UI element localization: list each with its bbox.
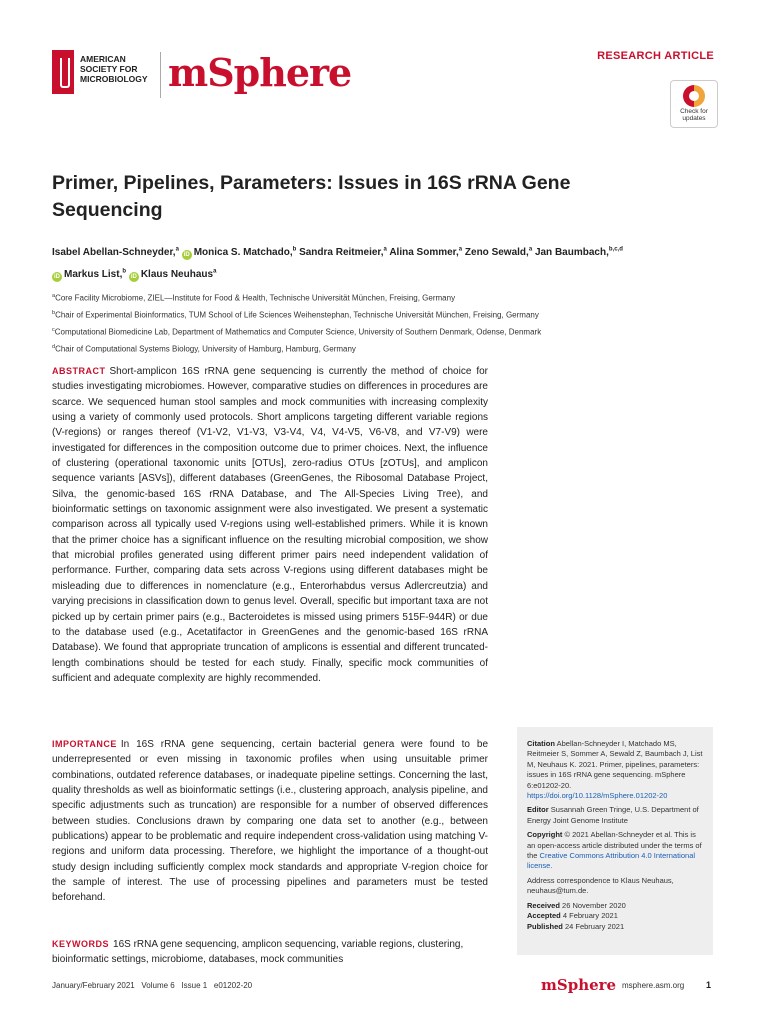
published-line (527, 922, 703, 932)
editor-label: Editor (527, 805, 549, 815)
asm-flask-icon (52, 50, 74, 94)
received-date: 26 November 2020 (562, 900, 626, 910)
journal-url[interactable]: msphere.asm.org (622, 981, 685, 990)
affiliation: $^a$Core Facility Microbiome, ZIEL—Institute for Food & Health, Technische Universität München, Freising, Germany (52, 293, 456, 303)
importance-heading: IMPORTANCE (52, 739, 117, 749)
crossmark-icon (683, 85, 705, 107)
published-label: Published (527, 921, 563, 931)
article-info-sidebar (517, 727, 713, 955)
author-name: Alina Sommer,$^a$ (389, 247, 463, 259)
citation-label: Citation (527, 739, 555, 748)
affiliation: $^d$Chair of Computational Systems Biology, University of Hamburg, Hamburg, Germany (52, 344, 356, 355)
citation-text: Abellan-Schneyder I, Matchado MS, Reitmeier S, Sommer A, Sewald Z, Baumbach J, List M, Neuhaus K. 2021. Primer, pipelines, parameters: issues in 16S rRNA gene sequencing. mSphere 6:e01202-20. (527, 739, 703, 790)
msphere-logo[interactable]: mSphere (168, 50, 352, 95)
footer-msphere-logo[interactable]: mSphere (541, 976, 617, 994)
abstract-heading: ABSTRACT (52, 366, 106, 376)
received-label: Received (527, 900, 560, 910)
orcid-icon[interactable]: iD (54, 273, 60, 280)
issue-info: January/February 2021 Volume 6 Issue 1 e01202-20 (52, 981, 253, 990)
keywords-heading: KEYWORDS (52, 939, 110, 949)
author-name: iD Markus List,$^b$ (54, 268, 127, 280)
check-for-updates-badge[interactable] (670, 80, 718, 128)
importance-section (52, 737, 488, 906)
keywords-section (52, 937, 488, 968)
author-name: iD Klaus Neuhaus$^a$ (130, 268, 217, 280)
author-name: Sandra Reitmeier,$^a$ (299, 247, 387, 259)
asm-logo-text: AMERICAN SOCIETY FOR MICROBIOLOGY (80, 54, 148, 84)
affiliation: $^c$Computational Biomedicine Lab, Department of Mathematics and Computer Science, University of Southern Denmark, Odense, Denmark (52, 327, 542, 337)
accepted-label: Accepted (527, 911, 561, 921)
license-link[interactable]: Creative Commons Attribution 4.0 International license. (527, 851, 696, 871)
author-name: Jan Baumbach,$^{b,c,d}$ (534, 247, 623, 259)
doi-link[interactable]: https://doi.org/10.1128/mSphere.01202-20 (527, 791, 668, 801)
copyright-text: © 2021 Abellan-Schneyder et al. This is an open-access article distributed under the terms of the (527, 830, 702, 861)
abstract-section (52, 364, 488, 686)
article-title: Primer, Pipelines, Parameters: Issues in 16S rRNA Gene Sequencing (52, 172, 571, 221)
orcid-icon[interactable]: iD (130, 273, 137, 280)
editor-text: Susannah Green Tringe, U.S. Department of Energy Joint Genome Institute (527, 805, 699, 825)
accepted-date: 4 February 2021 (562, 911, 618, 921)
author-name: iD Monica S. Matchado,$^b$ (183, 247, 297, 259)
importance-text: In 16S rRNA gene sequencing, certain bacterial genera were found to be underrepresented or even missing in taxonomic profiles when using unsuitable primer combinations, outdated reference databases, or inadequate pipeline settings. Concerning the last, quality thresholds as well as bioinformatic settings (i.e., clustering approach, analysis pipeline, and specific adjustments such as truncation) are responsible for a number of observed differences between studies. Conclusions drawn by comparing one data set to another (e.g., between publications) appear to be problematic and require independent cross-validation using matching V-regions and uniform data processing. Therefore, we highlight the importance of a thought-out study design including sufficiently complex mock standards and appropriate V-region choice for the sample of interest. The use of processing pipelines and parameters must be tested beforehand. (52, 739, 488, 904)
copyright-block (527, 830, 703, 872)
author-name: Isabel Abellan-Schneyder,$^a$ (52, 247, 179, 259)
logo-divider (160, 52, 161, 98)
abstract-text: Short-amplicon 16S rRNA gene sequencing is currently the method of choice for studies investigating microbiomes. However, comparative studies on differences in procedures are scarce. We sequenced human stool samples and mock communities with increasing complexity using a variety of commonly used protocols. Short amplicons targeting different variable regions (V-regions) or ranges thereof (V1-V2, V1-V3, V3-V4, V4, V4-V5, V6-V8, and V7-V9) were investigated for differences in the composition outcome due to primer choices. Next, the influence of clustering (operational taxonomic units [OTUs], zero-radius OTUs [zOTUs], and amplicon sequence variants [ASVs]), different databases (GreenGenes, the Ribosomal Database Project, Silva, the genomic-based 16S rRNA Database, and The All-Species Living Tree), and bioinformatic settings on taxonomic assignment were also investigated. We present a systematic comparison across all typically used V-regions using well-established primers. While it is known that the primer choice has a significant influence on the resulting microbial composition, we show that microbial profiles generated using different primer pairs need independent validation of performance. Further, comparing data sets across V-regions using different databases might be misleading due to differences in nomenclature (e.g., Enterorhabdus versus Adlercreutzia) and varying precisions in classification down to genus level. Overall, specific but important taxa are not picked up by certain primer pairs (e.g., Bacteroidetes is missed using primers 515F-944R) or due to the database used (e.g., Acetatifactor in GreenGenes and the genomic-based 16S rRNA Database). We found that appropriate truncation of amplicons is essential and different truncated-length combinations should be tested for each study. Finally, specific mock communities of sufficient and adequate complexity are highly recommended. (52, 366, 488, 684)
asm-logo (52, 50, 156, 100)
orcid-icon[interactable]: iD (183, 252, 190, 259)
affiliation-list (52, 289, 712, 358)
keywords-text: 16S rRNA gene sequencing, amplicon sequencing, variable regions, clustering, bioinformatic settings, microbiome, databases, mock communities (52, 939, 464, 966)
received-line (527, 901, 703, 911)
citation-block (527, 739, 703, 801)
correspondence: Address correspondence to Klaus Neuhaus, neuhaus@tum.de. (527, 875, 674, 896)
article-type-label: RESEARCH ARTICLE (597, 50, 714, 62)
author-name: Zeno Sewald,$^a$ (464, 247, 533, 259)
published-date: 24 February 2021 (564, 921, 625, 931)
check-for-updates-label: Check for updates (680, 108, 708, 122)
copyright-label: Copyright (527, 830, 563, 840)
affiliation: $^b$Chair of Experimental Bioinformatics, TUM School of Life Sciences Weihenstephan, Technische Universität München, Freising, Germany (52, 310, 539, 320)
editor-block (527, 805, 703, 826)
author-list (52, 241, 692, 284)
page-number: 1 (706, 980, 712, 990)
accepted-line (527, 911, 703, 921)
